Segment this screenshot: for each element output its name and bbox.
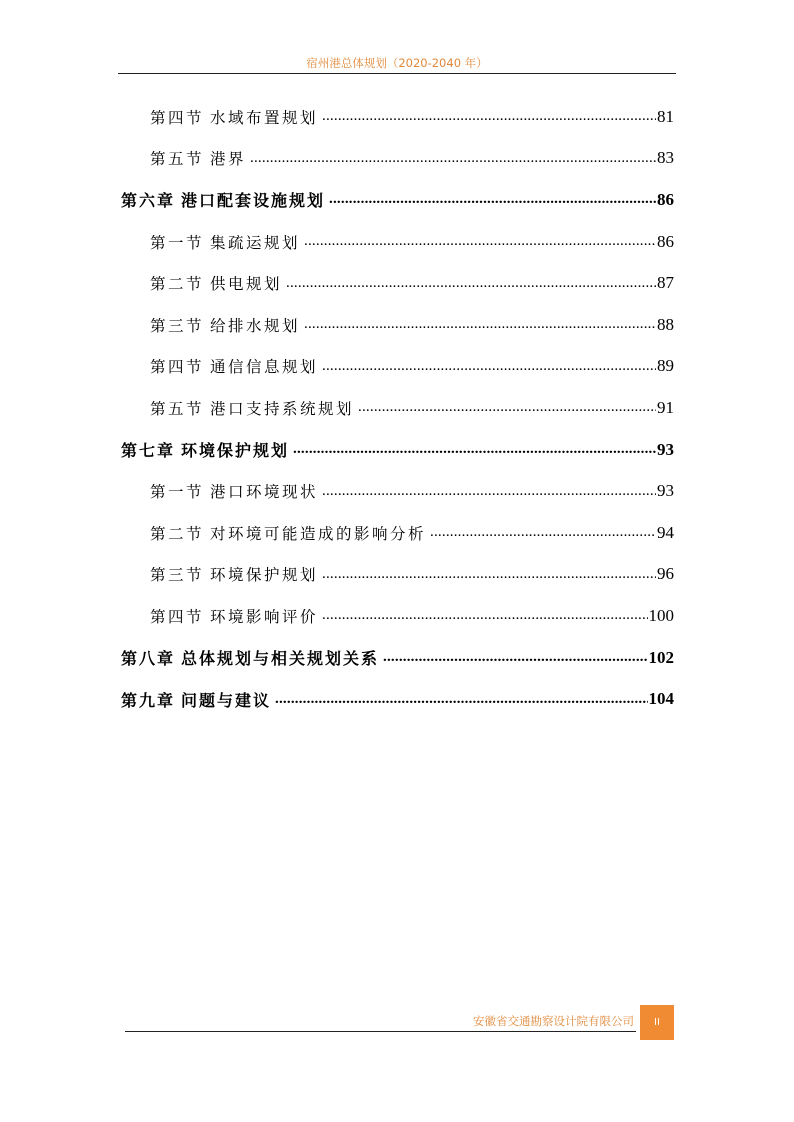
toc-entry-chapter[interactable]: [0, 678, 794, 720]
toc-entry-title: 水域布置规划: [210, 108, 319, 127]
table-of-contents: [0, 96, 794, 720]
toc-entry-label: 第五节: [150, 150, 205, 169]
dot-leader: [383, 649, 647, 666]
toc-entry-page-number: 86: [657, 231, 674, 251]
footer-company-name: 安徽省交通勘察设计院有限公司: [473, 1014, 634, 1028]
dot-leader: [322, 566, 656, 583]
dot-leader: [430, 524, 656, 541]
toc-entry-section[interactable]: [0, 221, 794, 263]
toc-entry-label: 第三节: [150, 566, 205, 585]
toc-entry-chapter[interactable]: [0, 429, 794, 471]
toc-entry-page-number: 96: [657, 564, 674, 584]
toc-entry-label: 第九章: [121, 690, 176, 710]
toc-entry-label: 第六章: [121, 191, 176, 211]
toc-entry-title: 港口支持系统规划: [210, 399, 355, 418]
toc-entry-title: 集疏运规划: [210, 233, 301, 252]
toc-entry-label: 第四节: [150, 358, 205, 377]
dot-leader: [322, 607, 647, 624]
toc-entry-title: 供电规划: [210, 275, 283, 294]
toc-entry-title: 港界: [210, 150, 247, 169]
dot-leader: [293, 441, 656, 458]
toc-entry-section[interactable]: [0, 346, 794, 388]
toc-entry-page-number: 83: [657, 148, 674, 168]
toc-entry-section[interactable]: [0, 470, 794, 512]
toc-entry-section[interactable]: [0, 595, 794, 637]
toc-entry-label: 第三节: [150, 316, 205, 335]
toc-entry-title: 环境保护规划: [210, 566, 319, 585]
dot-leader: [322, 483, 656, 500]
dot-leader: [322, 358, 656, 375]
dot-leader: [329, 191, 656, 208]
toc-entry-title: 港口配套设施规划: [181, 191, 326, 211]
toc-entry-title: 问题与建议: [181, 690, 272, 710]
toc-entry-section[interactable]: [0, 262, 794, 304]
toc-entry-title: 环境影响评价: [210, 607, 319, 626]
toc-entry-page-number: 87: [657, 273, 674, 293]
toc-entry-title: 总体规划与相关规划关系: [181, 649, 380, 669]
toc-entry-page-number: 89: [657, 356, 674, 376]
toc-entry-title: 环境保护规划: [181, 441, 290, 461]
toc-entry-page-number: 93: [657, 439, 674, 459]
dot-leader: [275, 691, 647, 708]
toc-entry-title: 通信信息规划: [210, 358, 319, 377]
toc-entry-page-number: 86: [657, 189, 674, 209]
toc-entry-label: 第八章: [121, 649, 176, 669]
page-number: II: [654, 1017, 660, 1028]
header-rule: [118, 73, 676, 74]
toc-entry-page-number: 104: [648, 689, 674, 709]
dot-leader: [286, 275, 656, 292]
page-number-badge: [640, 1005, 674, 1040]
toc-entry-title: 对环境可能造成的影响分析: [210, 524, 427, 543]
toc-entry-page-number: 81: [657, 106, 674, 126]
toc-entry-page-number: 88: [657, 314, 674, 334]
toc-entry-section[interactable]: [0, 554, 794, 596]
toc-entry-label: 第四节: [150, 108, 205, 127]
toc-entry-page-number: 93: [657, 481, 674, 501]
toc-entry-label: 第一节: [150, 233, 205, 252]
toc-entry-page-number: 102: [648, 647, 674, 667]
toc-entry-label: 第五节: [150, 399, 205, 418]
toc-entry-label: 第二节: [150, 275, 205, 294]
toc-entry-page-number: 91: [657, 397, 674, 417]
dot-leader: [322, 108, 656, 125]
toc-entry-title: 港口环境现状: [210, 483, 319, 502]
toc-entry-section[interactable]: [0, 96, 794, 138]
toc-entry-page-number: 94: [657, 522, 674, 542]
toc-entry-label: 第一节: [150, 483, 205, 502]
toc-entry-title: 给排水规划: [210, 316, 301, 335]
toc-entry-label: 第七章: [121, 441, 176, 461]
toc-entry-section[interactable]: [0, 304, 794, 346]
toc-entry-label: 第二节: [150, 524, 205, 543]
dot-leader: [304, 316, 656, 333]
toc-entry-chapter[interactable]: [0, 637, 794, 679]
footer-rule: [125, 1031, 636, 1032]
toc-entry-section[interactable]: [0, 387, 794, 429]
toc-entry-chapter[interactable]: [0, 179, 794, 221]
toc-entry-section[interactable]: [0, 512, 794, 554]
toc-entry-section[interactable]: [0, 138, 794, 180]
dot-leader: [358, 399, 656, 416]
toc-entry-page-number: 100: [648, 605, 674, 625]
dot-leader: [304, 233, 656, 250]
running-header-title: 宿州港总体规划（2020-2040 年）: [306, 56, 488, 70]
toc-entry-label: 第四节: [150, 607, 205, 626]
dot-leader: [250, 150, 656, 167]
